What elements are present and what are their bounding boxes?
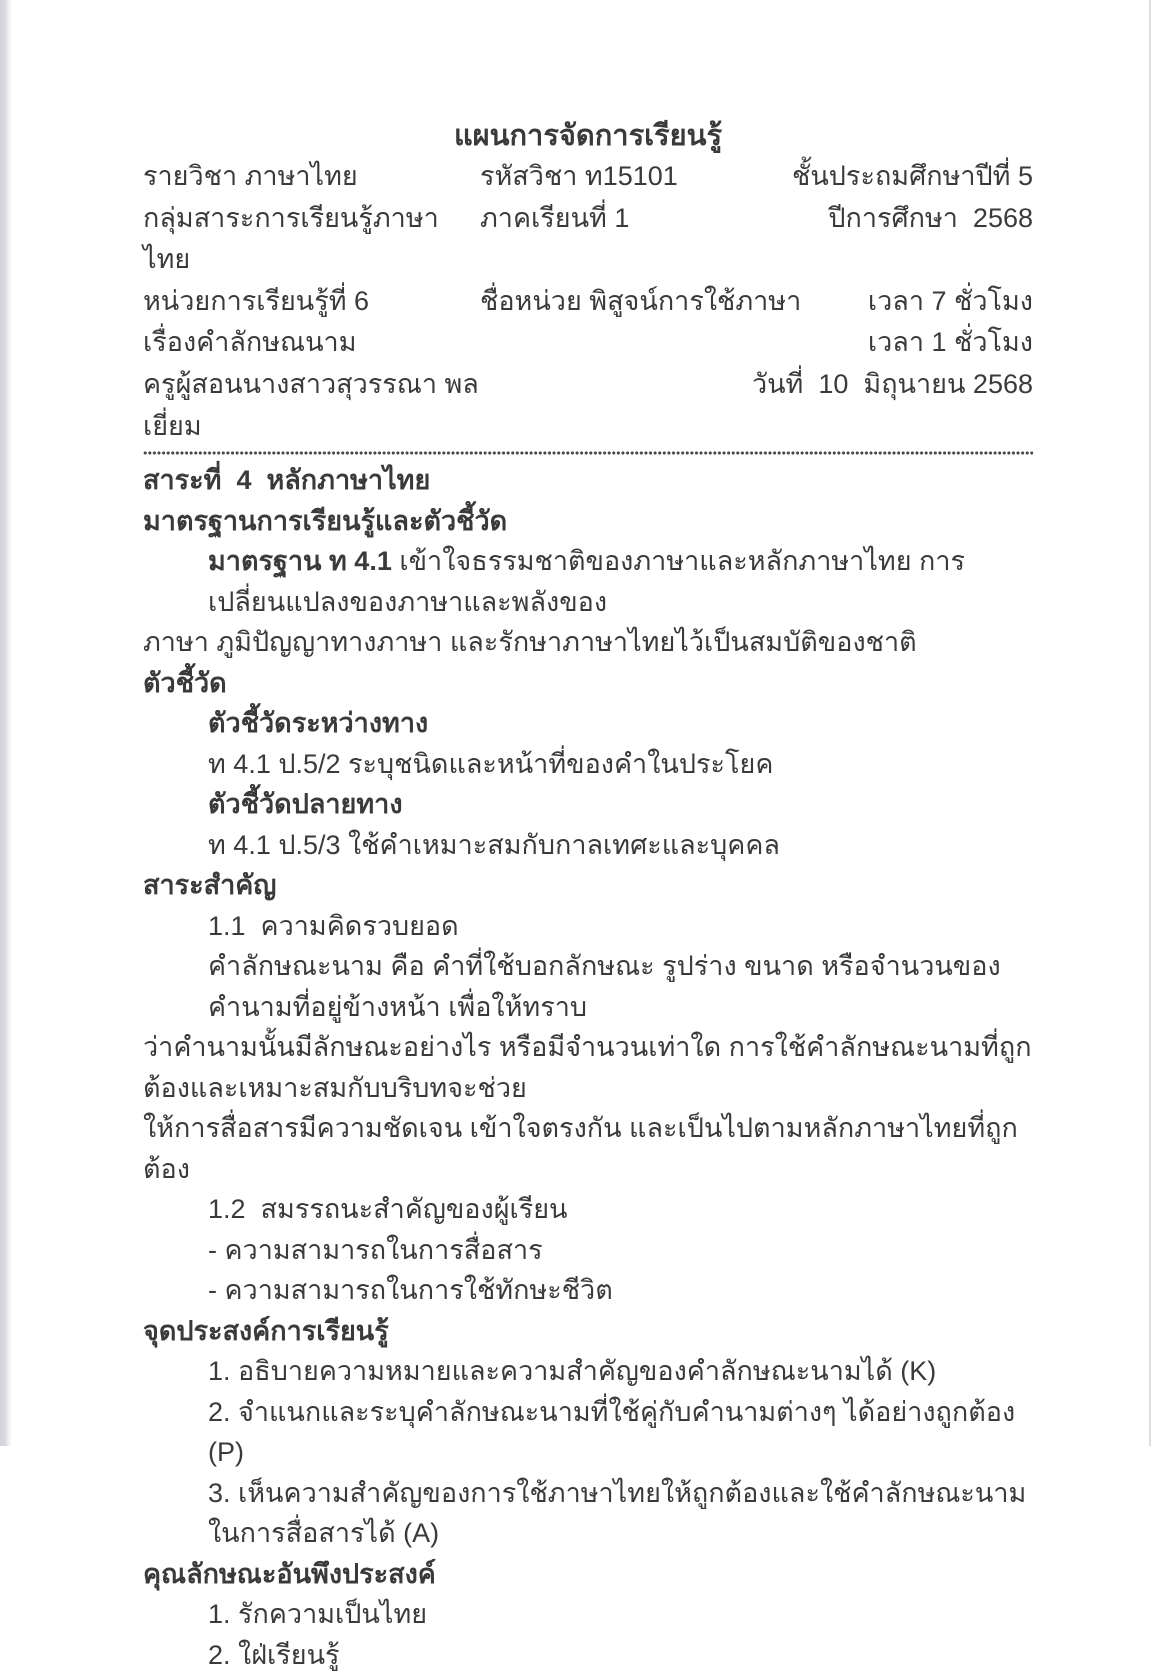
section-heading: สาระที่ 4 หลักภาษาไทย — [143, 465, 431, 496]
teacher-name-field: ครูผู้สอนนางสาวสุวรรณา พลเยี่ยม — [143, 368, 479, 441]
header-row — [143, 322, 1033, 364]
list-item: - ความสามารถในการสื่อสาร — [208, 1234, 543, 1265]
dotted-divider — [143, 450, 1033, 456]
page-right-edge-line — [1149, 0, 1151, 1446]
page-left-edge-shadow — [0, 0, 12, 1446]
list-item: 1. รักความเป็นไทย — [208, 1599, 428, 1630]
body-line: 1.2 สมรรถนะสำคัญของผู้เรียน — [208, 1194, 568, 1225]
empty-cell — [480, 322, 868, 364]
empty-cell — [480, 364, 752, 447]
list-item: - ความสามารถในการใช้ทักษะชีวิต — [208, 1275, 613, 1306]
header-row — [143, 156, 1033, 198]
body-line: ภาษา ภูมิปัญญาทางภาษา และรักษาภาษาไทยไว้เป็นสมบัติของชาติ — [143, 627, 917, 658]
document-title: แผนการจัดการเรียนรู้ — [453, 120, 723, 152]
section-heading: มาตรฐานการเรียนรู้และตัวชี้วัด — [143, 505, 508, 536]
semester-field: ภาคเรียนที่ 1 — [480, 202, 630, 233]
grade-level-field: ชั้นประถมศึกษาปีที่ 5 — [792, 161, 1033, 191]
body-line: 1.1 ความคิดรวบยอด — [208, 910, 459, 941]
section-heading: สาระสำคัญ — [143, 870, 277, 901]
document-header — [143, 156, 1033, 447]
document-page — [143, 116, 1033, 1675]
course-field: รายวิชา ภาษาไทย — [143, 161, 358, 191]
document-body — [143, 460, 1033, 1675]
course-code-field: รหัสวิชา ท15101 — [480, 161, 678, 191]
unit-name-field: ชื่อหน่วย พิสูจน์การใช้ภาษา — [480, 285, 802, 316]
body-line: ท 4.1 ป.5/3 ใช้คำเหมาะสมกับกาลเทศะและบุคคล — [208, 829, 780, 860]
unit-number-field: หน่วยการเรียนรู้ที่ 6 — [143, 285, 370, 316]
standard-code-label: มาตรฐาน ท 4.1 — [208, 546, 392, 577]
body-line — [143, 541, 1033, 622]
academic-year-field: ปีการศึกษา 2568 — [828, 202, 1033, 233]
lesson-date-field: วันที่ 10 มิถุนายน 2568 — [751, 368, 1033, 399]
list-item: 1. อธิบายความหมายและความสำคัญของคำลักษณะนามได้ (K) — [208, 1356, 937, 1387]
section-heading: จุดประสงค์การเรียนรู้ — [143, 1315, 389, 1346]
unit-hours-field: เวลา 7 ชั่วโมง — [867, 285, 1033, 316]
sub-heading: ตัวชี้วัดระหว่างทาง — [208, 708, 429, 739]
body-line: ท 4.1 ป.5/2 ระบุชนิดและหน้าที่ของคำในประโยค — [208, 748, 774, 779]
list-item: 3. เห็นความสำคัญของการใช้ภาษาไทยให้ถูกต้องและใช้คำลักษณะนามในการสื่อสารได้ (A) — [208, 1477, 1027, 1549]
section-heading: ตัวชี้วัด — [143, 667, 227, 698]
lesson-topic-field: เรื่องคำลักษณนาม — [143, 327, 357, 358]
body-line: ว่าคำนามนั้นมีลักษณะอย่างไร หรือมีจำนวนเท่าใด การใช้คำลักษณะนามที่ถูกต้องและเหมาะสมกับบริบทจะช่วย — [143, 1032, 1032, 1103]
standard-description: เข้าใจธรรมชาติของภาษาและหลักภาษาไทย การเปลี่ยนแปลงของภาษาและพลังของ — [208, 546, 966, 617]
sub-heading: ตัวชี้วัดปลายทาง — [208, 789, 403, 820]
header-row — [143, 281, 1033, 323]
body-line: ให้การสื่อสารมีความชัดเจน เข้าใจตรงกัน และเป็นไปตามหลักภาษาไทยที่ถูกต้อง — [143, 1113, 1018, 1184]
header-row — [143, 198, 1033, 281]
list-item: 2. ใฝ่เรียนรู้ — [208, 1639, 340, 1670]
section-heading: คุณลักษณะอันพึงประสงค์ — [143, 1558, 436, 1589]
list-item: 2. จำแนกและระบุคำลักษณะนามที่ใช้คู่กับคำนามต่างๆ ได้อย่างถูกต้อง (P) — [208, 1396, 1023, 1468]
body-line: คำลักษณะนาม คือ คำที่ใช้บอกลักษณะ รูปร่าง ขนาด หรือจำนวนของคำนามที่อยู่ข้างหน้า เพื่อให้ทราบ — [208, 951, 1001, 1022]
lesson-hours-field: เวลา 1 ชั่วโมง — [867, 327, 1033, 358]
header-row — [143, 364, 1033, 447]
learning-area-field: กลุ่มสาระการเรียนรู้ภาษาไทย — [143, 202, 439, 275]
